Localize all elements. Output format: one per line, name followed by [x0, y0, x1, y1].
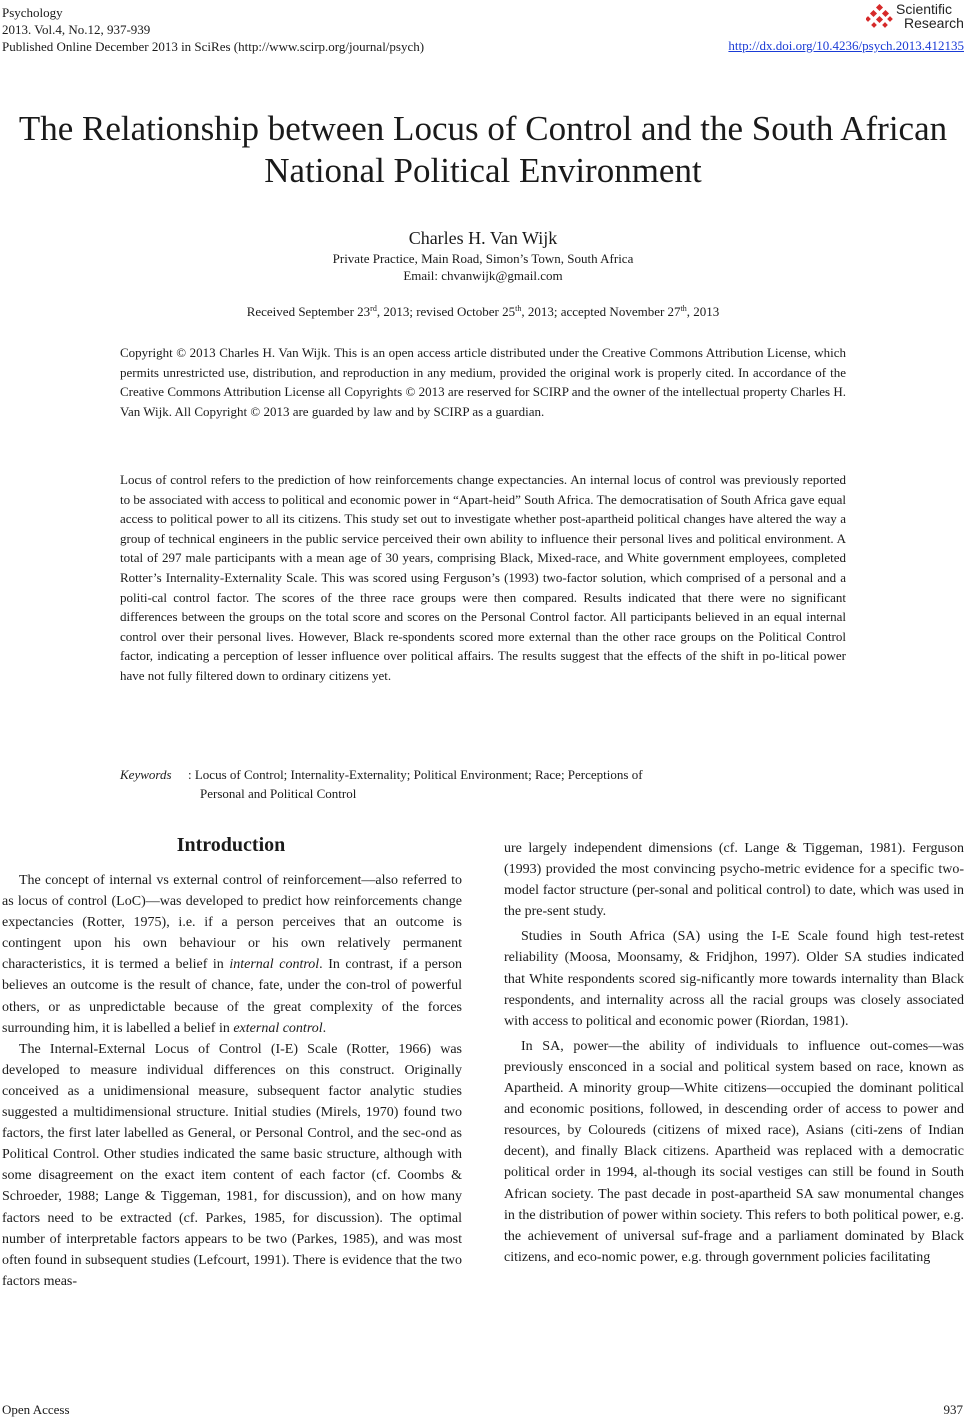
article-title [0, 108, 966, 192]
keywords-line-1: : Locus of Control; Internality-Externality; Political Environment; Race; Perceptions of [188, 767, 643, 782]
ordinal-suffix: th [680, 304, 687, 313]
paragraph-1-text-c: . [322, 1020, 327, 1036]
keywords-line-2: Personal and Political Control [200, 786, 357, 801]
copyright-notice: Copyright © 2013 Charles H. Van Wijk. This is an open access article distributed under the Creative Commons Attribution License, which permits unrestricted use, distribution, and reproduction in any medium, provided the original work is properly cited. In accordance of the Creative Commons Attribution License all Copyrights © 2013 are reserved for SCIRP and the owner of the intellectual property Charles H. Van Wijk. All Copyright © 2013 are guarded by law and by SCIRP as a guardian. [120, 345, 846, 419]
scientific-research-logo [866, 2, 964, 32]
paragraph-1-text-b: . In contrast, if a person believes an outcome is the result of chance, fate, under the con-trol of powerful others, or as unpredictable because of the great complexity of the forces surrounding him, it is labelled a belief in [2, 957, 462, 1036]
paragraph-1-text-a: The concept of internal vs external control of reinforcement—also referred to as locus of control (LoC)—was developed to predict how reinforcements change expectancies (Rotter, 1975), i.e. if a person perceives that an outcome is contingent upon his own behaviour or his own relatively permanent characteristics, it is termed a belief in [2, 873, 462, 973]
keywords-label: Keywords [120, 767, 172, 782]
paragraph-5: In SA, power—the ability of individuals to influence out-comes—was previously ensconced in a social and political system based on race, known as Apartheid. A minority group—White citizens—occupied the dominant political and economic positions, followed, in descending order of access to power and resources, by Coloureds (citizens of mixed race), Asians (citi-zens of Indian decent), and finally Black citizens. Apartheid was replaced with a democratic political order in 1994, al-though its social vestiges can still be found in South African society. The past decade in post-apartheid SA saw monumental changes in the distribution of power within society. This refers to both political power, e.g. the achievement of universal suf-frage and a parliament dominated by Black citizens, and eco-nomic power, e.g. through government policies facilitating [504, 1038, 964, 1265]
author-email: Email: chvanwijk@gmail.com [403, 268, 563, 283]
journal-volume: 2013. Vol.4, No.12, 937-939 [2, 22, 151, 37]
term-external-control: external control [233, 1020, 323, 1036]
logo-diamond-icon [866, 4, 894, 30]
paragraph-1 [2, 870, 462, 1039]
author-affiliation [0, 250, 966, 284]
paragraph-2: The Internal-External Locus of Control (I-E) Scale (Rotter, 1966) was developed to measure individual differences on this construct. Originally conceived as a unidimensional measure, subsequent factor analytic studies suggested a multidimensional structure. Initial studies (Mirels, 1970) found two factors, the first later labelled as General, or Personal Control, and the sec-ond as Political Control. Other studies indicated the same basic structure, although with some disagreement on the exact item content of each factor (cf. Coombs & Schroeder, 1988; Lange & Tiggeman, 1981, for discussion), and on how many factors need to be extracted (cf. Parkes, 1985, for discussion). The optimal number of interpretable factors appears to be two (Parkes, 1985), and was most often found in subsequent studies (Lefcourt, 1991). There is evidence that the two factors meas- [2, 1041, 462, 1289]
doi-link[interactable]: http://dx.doi.org/10.4236/psych.2013.412135 [728, 38, 964, 53]
keywords-list [188, 765, 846, 803]
ordinal-suffix: rd [370, 304, 377, 313]
right-column [504, 838, 964, 1268]
section-heading-introduction: Introduction [176, 834, 286, 856]
year-text: , 2013 [686, 304, 720, 319]
left-column [2, 870, 462, 1292]
abstract: Locus of control refers to the prediction of how reinforcements change expectancies. An internal locus of control was previously reported to be associated with access to political and economic power in “Apart-heid” South Africa. The democratisation of South Africa gave equal access to political power to all its citizens. This study set out to investigate whether post-apartheid political changes have altered the way a group of technical engineers in the public service perceived their own ability to influence their personal lives and political environment. A total of 297 male participants with a mean age of 30 years, comprising Black, Mixed-race, and White government employees, completed Rotter’s Internality-Externality Scale. This was scored using Ferguson’s (1993) two-factor solution, which comprised of a personal and a politi-cal control factor. The scores of the three race groups were then compared. Results indicated that there were no significant differences between the groups on the total score and scores on the Personal Control factor. All participants believed in an equal internal control over their personal lives. However, Black re-spondents scored more external than the other race groups on the Political Control factor, indicating a perception of lesser influence over political affairs. The results suggest that the effects of the shift in po-litical power have not fully filtered down to ordinary citizens yet. [120, 472, 846, 683]
accepted-text: , 2013; accepted November 27 [521, 304, 681, 319]
footer-open-access: Open Access [2, 1402, 70, 1417]
ordinal-suffix: th [515, 304, 522, 313]
revised-text: , 2013; revised October 25 [376, 304, 516, 319]
logo-line-2: Research [904, 15, 964, 31]
term-internal-control: internal control [229, 957, 320, 973]
logo-line-1: Scientific [896, 1, 953, 17]
title-line-2: National Political Environment [264, 151, 702, 190]
paragraph-3: ure largely independent dimensions (cf. Lange & Tiggeman, 1981). Ferguson (1993) provided the most convincing psycho-metric evidence for a specific two-model factor structure (per-sonal and political control) to date, which was used in the pre-sent study. [504, 841, 964, 920]
received-text: Received September 23 [246, 304, 371, 319]
page-number: 937 [943, 1402, 963, 1417]
received-dates [0, 304, 966, 320]
logo-text [896, 2, 964, 30]
paragraph-4: Studies in South Africa (SA) using the I-E Scale found high test-retest reliability (Moosa, Moonsamy, & Fridjhon, 1997). Older SA studies indicated that White respondents scored sig-nificantly more towards internality than Black respondents, and internality across all the racial groups was closely associated with access to political and economic power (Riordan, 1981). [504, 929, 964, 1029]
title-line-1: The Relationship between Locus of Control and the South African [18, 109, 948, 148]
author-name: Charles H. Van Wijk [408, 228, 558, 248]
affiliation-text: Private Practice, Main Road, Simon’s Town, South Africa [332, 251, 634, 266]
publication-info: Published Online December 2013 in SciRes (http://www.scirp.org/journal/psych) [2, 39, 425, 54]
journal-name: Psychology [2, 5, 63, 20]
running-header [2, 4, 424, 55]
